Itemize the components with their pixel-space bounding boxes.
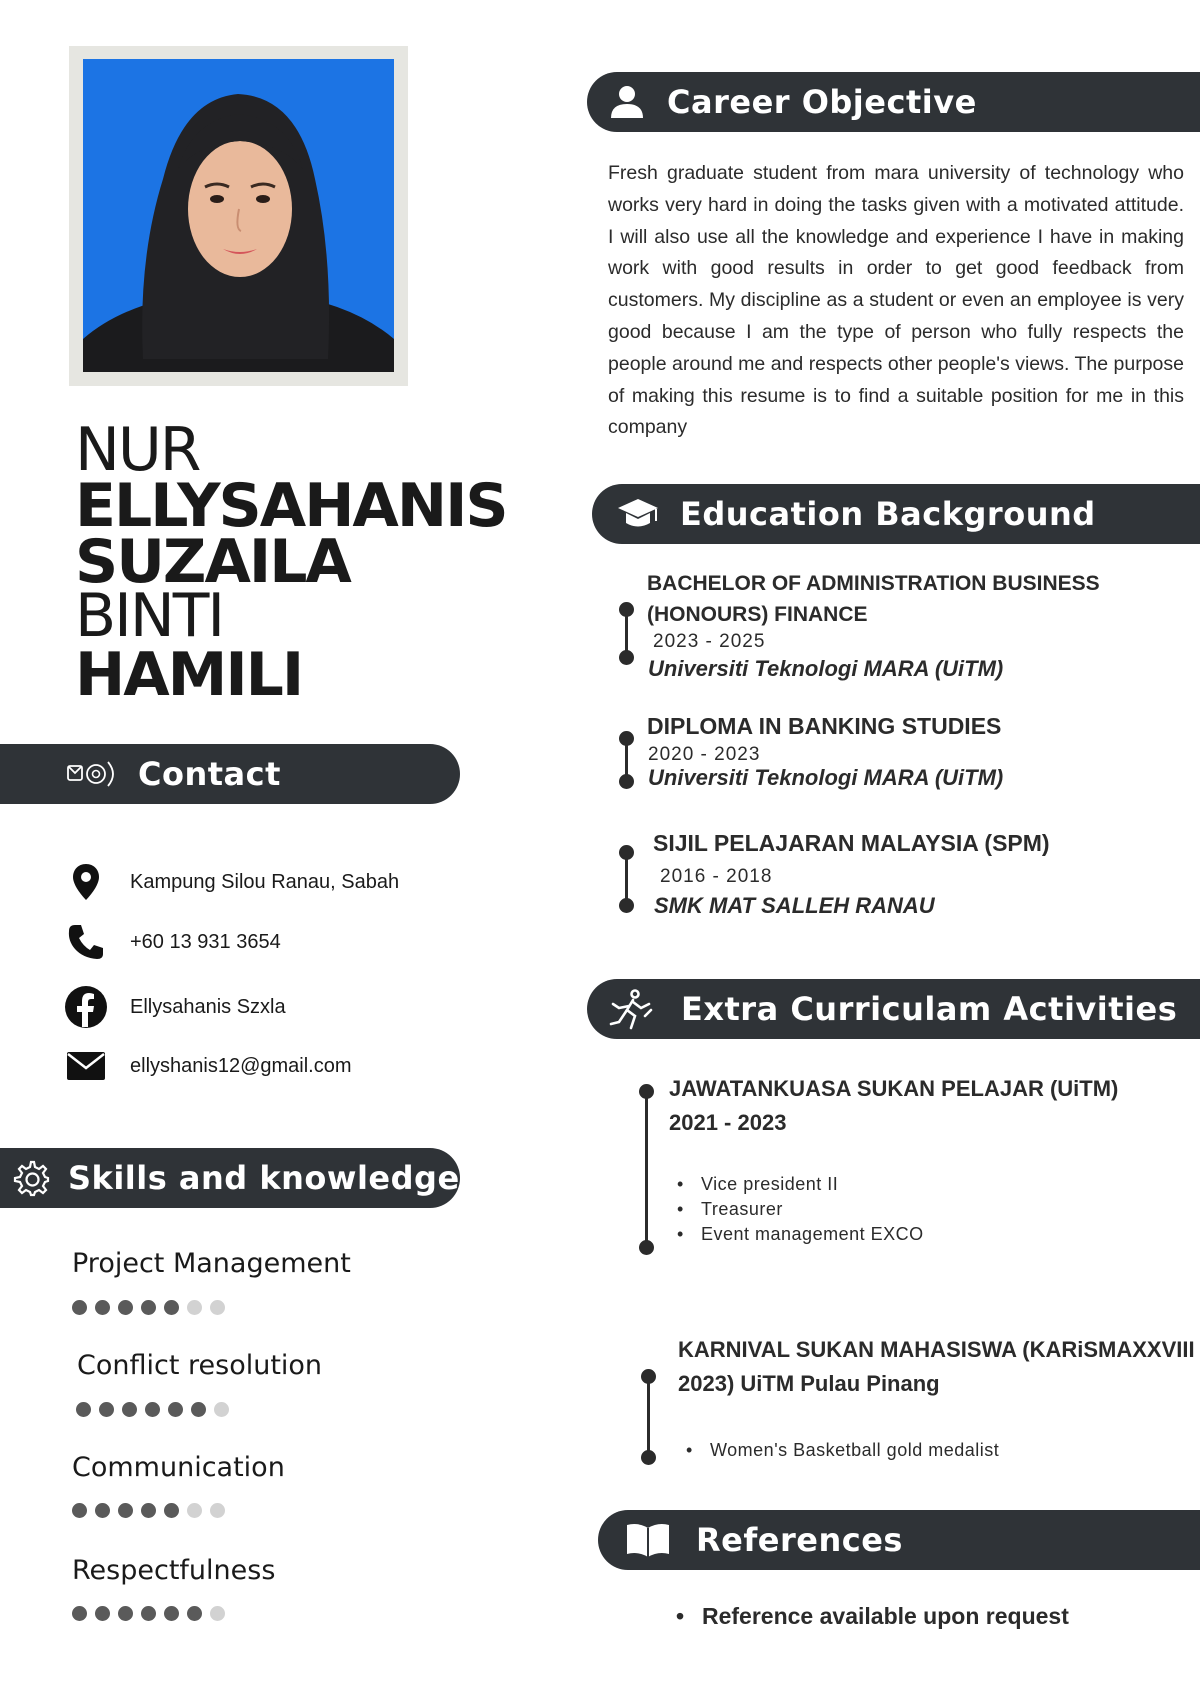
activity-title: KARNIVAL SUKAN MAHASISWA (KARiSMAXXVIII 2023) UiTM Pulau Pinang: [678, 1337, 1195, 1396]
rating-dot-filled: [118, 1503, 133, 1518]
open-book-icon: [624, 1520, 672, 1560]
running-person-icon: [609, 988, 655, 1030]
rating-dot-empty: [210, 1300, 225, 1315]
education-heading: Education Background: [680, 495, 1096, 533]
education-title: DIPLOMA IN BANKING STUDIES: [647, 713, 1002, 739]
contact-icon: [66, 754, 120, 794]
contact-email-row: [64, 1046, 352, 1086]
name-fifth: HAMILI: [75, 640, 303, 710]
education-years: 2023 - 2025: [653, 631, 766, 652]
timeline-dot: [619, 650, 634, 665]
contact-address-row: [64, 862, 399, 902]
timeline-dot: [619, 731, 634, 746]
activity-years: 2021 - 2023: [669, 1110, 787, 1135]
timeline-dot: [641, 1369, 656, 1384]
references-text: Reference available upon request: [702, 1603, 1069, 1629]
rating-dot-filled: [72, 1300, 87, 1315]
timeline-dot: [639, 1240, 654, 1255]
contact-phone-row: [64, 922, 281, 962]
education-school: Universiti Teknologi MARA (UiTM): [648, 656, 1004, 681]
timeline-dot: [619, 774, 634, 789]
skill-name: Communication: [72, 1452, 285, 1483]
rating-dot-filled: [141, 1503, 156, 1518]
skill-rating: [76, 1402, 229, 1417]
skill-rating: [72, 1606, 225, 1621]
education-school: SMK MAT SALLEH RANAU: [654, 893, 935, 918]
education-years: 2020 - 2023: [648, 744, 761, 765]
contact-header: [0, 744, 460, 804]
location-pin-icon: [64, 862, 108, 902]
references-note: [676, 1603, 1069, 1630]
activity-role: • Treasurer: [677, 1197, 924, 1222]
rating-dot-empty: [187, 1300, 202, 1315]
gear-icon: [12, 1159, 50, 1197]
rating-dot-filled: [141, 1300, 156, 1315]
activity-roles: [686, 1438, 999, 1463]
rating-dot-filled: [118, 1300, 133, 1315]
education-school: Universiti Teknologi MARA (UiTM): [648, 765, 1004, 790]
references-heading: References: [696, 1521, 903, 1559]
contact-email[interactable]: ellyshanis12@gmail.com: [130, 1054, 352, 1077]
rating-dot-empty: [210, 1503, 225, 1518]
phone-icon: [64, 922, 108, 962]
rating-dot-filled: [76, 1402, 91, 1417]
rating-dot-filled: [168, 1402, 183, 1417]
timeline-dot: [619, 602, 634, 617]
skill-name: Respectfulness: [72, 1555, 276, 1586]
timeline-line: [647, 1377, 650, 1457]
activity-title: JAWATANKUASA SUKAN PELAJAR (UiTM): [669, 1076, 1119, 1101]
activity-role: • Event management EXCO: [677, 1222, 924, 1247]
skill-name: Conflict resolution: [77, 1350, 323, 1381]
rating-dot-filled: [95, 1606, 110, 1621]
activities-header: [587, 979, 1200, 1039]
skill-name: Project Management: [72, 1248, 351, 1279]
contact-facebook-row: [64, 987, 286, 1027]
rating-dot-filled: [164, 1606, 179, 1621]
objective-header: [587, 72, 1200, 132]
rating-dot-empty: [187, 1503, 202, 1518]
activity-role: • Women's Basketball gold medalist: [686, 1438, 999, 1463]
education-title: BACHELOR OF ADMINISTRATION BUSINESS (HONOURS) FINANCE: [647, 572, 1100, 626]
education-years: 2016 - 2018: [660, 866, 773, 887]
contact-heading: Contact: [138, 755, 281, 793]
timeline-dot: [641, 1450, 656, 1465]
references-header: [598, 1510, 1200, 1570]
timeline-dot: [619, 898, 634, 913]
timeline-dot: [619, 845, 634, 860]
rating-dot-filled: [141, 1606, 156, 1621]
rating-dot-filled: [95, 1503, 110, 1518]
rating-dot-filled: [72, 1503, 87, 1518]
rating-dot-filled: [122, 1402, 137, 1417]
bullet: •: [676, 1603, 685, 1629]
rating-dot-empty: [214, 1402, 229, 1417]
education-header: [592, 484, 1200, 544]
activities-heading: Extra Curriculam Activities: [681, 990, 1178, 1028]
skills-header: [0, 1148, 460, 1208]
objective-text: Fresh graduate student from mara university of technology who works very hard in doing the tasks given with a motivated attitude. I will also use all the knowledge and experience I have in making work with good results in order to get good feedback from customers. My discipline as a student or even an employee is very good because I am the type of person who fully respects the people around me and respects other people's views. The purpose of making this resume is to find a suitable position for me in this company: [608, 162, 1184, 439]
email-icon: [64, 1046, 108, 1086]
objective-heading: Career Objective: [667, 83, 977, 121]
rating-dot-filled: [187, 1606, 202, 1621]
rating-dot-filled: [145, 1402, 160, 1417]
rating-dot-filled: [164, 1503, 179, 1518]
profile-photo: [83, 59, 394, 372]
rating-dot-filled: [72, 1606, 87, 1621]
rating-dot-filled: [99, 1402, 114, 1417]
skills-heading: Skills and knowledge: [68, 1159, 460, 1197]
name-fourth: BINTI: [75, 581, 224, 651]
contact-address: Kampung Silou Ranau, Sabah: [130, 870, 400, 893]
graduation-cap-icon: [616, 496, 660, 532]
rating-dot-filled: [118, 1606, 133, 1621]
activity-roles: [677, 1172, 924, 1247]
rating-dot-empty: [210, 1606, 225, 1621]
name-second: ELLYSAHANIS: [75, 471, 507, 541]
profile-photo-frame: [69, 46, 408, 386]
user-icon: [609, 84, 645, 120]
skill-rating: [72, 1503, 225, 1518]
education-title: SIJIL PELAJARAN MALAYSIA (SPM): [653, 830, 1050, 856]
contact-facebook[interactable]: Ellysahanis Szxla: [130, 995, 286, 1018]
rating-dot-filled: [164, 1300, 179, 1315]
rating-dot-filled: [95, 1300, 110, 1315]
rating-dot-filled: [191, 1402, 206, 1417]
facebook-icon: [64, 987, 108, 1027]
timeline-line: [645, 1091, 648, 1247]
timeline-dot: [639, 1084, 654, 1099]
name-first: NUR: [75, 415, 200, 485]
activity-role: • Vice president II: [677, 1172, 924, 1197]
name-third: SUZAILA: [75, 527, 350, 597]
contact-phone[interactable]: +60 13 931 3654: [130, 930, 281, 953]
skill-rating: [72, 1300, 225, 1315]
